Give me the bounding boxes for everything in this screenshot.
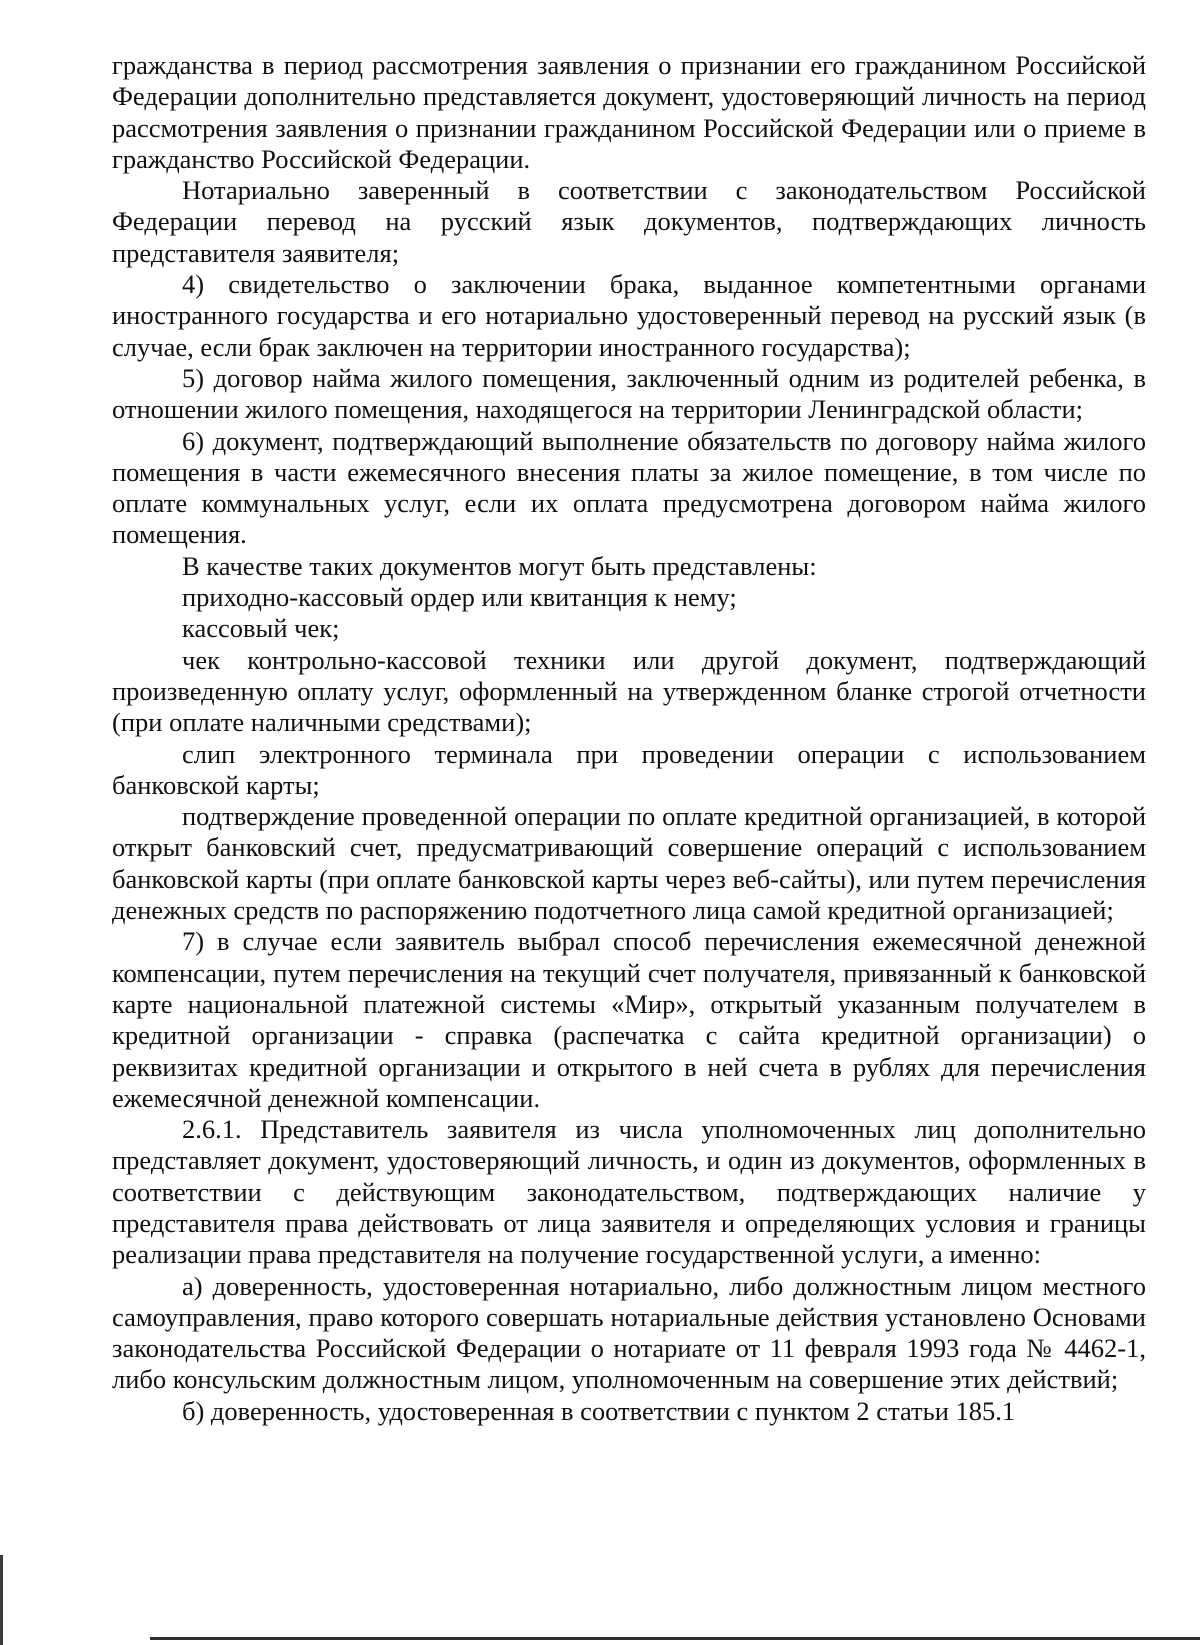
- paragraph-document-types-intro: В качестве таких документов могут быть представлены:: [182, 550, 817, 581]
- document-body: [112, 50, 1146, 1427]
- paragraph-citizenship-continuation: гражданства в период рассмотрения заявления о признании его гражданином Российской Федерации дополнительно представляется документ, удостоверяющий личность на период рассмотрения заявления о признании гражданином Российской Федерации или о приеме в гражданство Российской Федерации.: [112, 50, 1146, 174]
- paragraph-notarized-translation: Нотариально заверенный в соответствии с законодательством Российской Федерации перевод на русский язык документов, подтверждающих личность представителя заявителя;: [112, 175, 1146, 268]
- paragraph-item-b-power-of-attorney: б) доверенность, удостоверенная в соответствии с пунктом 2 статьи 185.1: [182, 1395, 1016, 1426]
- paragraph-cash-register-check: чек контрольно-кассовой техники или другой документ, подтверждающий произведенную оплату услуг, оформленный на утвержденном бланке строгой отчетности (при оплате наличными средствами);: [112, 644, 1146, 738]
- paragraph-item-a-power-of-attorney: а) доверенность, удостоверенная нотариально, либо должностным лицом местного самоуправления, право которого совершать нотариальные действия установлено Основами законодательства Российской Федерации о нотариате от 11 февраля 1993 года № 4462-1, либо консульским должностным лицом, уполномоченным на совершение этих действий;: [112, 1270, 1146, 1395]
- paragraph-cash-receipt-order: приходно-кассовый ордер или квитанция к нему;: [182, 582, 737, 613]
- paragraph-item-5-lease-agreement: 5) договор найма жилого помещения, заключенный одним из родителей ребенка, в отношении жилого помещения, находящегося на территории Ленинградской области;: [112, 362, 1146, 425]
- paragraph-cash-check: кассовый чек;: [182, 613, 340, 644]
- scan-bottom-edge: [150, 1637, 1200, 1640]
- paragraph-item-7-mir-card: 7) в случае если заявитель выбрал способ перечисления ежемесячной денежной компенсации, путем перечисления на текущий счет получателя, привязанный к банковской карте национальной платежной системы «Мир», открытый указанным получателем в кредитной организации - справка (распечатка с сайта кредитной организации) о реквизитах кредитной организации и открытого в ней счета в рублях для перечисления ежемесячной денежной компенсации.: [112, 926, 1146, 1113]
- paragraph-terminal-slip: слип электронного терминала при проведении операции с использованием банковской карты;: [112, 738, 1146, 800]
- paragraph-2-6-1-representative: 2.6.1. Представитель заявителя из числа уполномоченных лиц дополнительно представляет документ, удостоверяющий личность, и один из документов, оформленных в соответствии с действующим законодательством, подтверждающих наличие у представителя права действовать от лица заявителя и определяющих условия и границы реализации права представителя на получение государственной услуги, а именно:: [112, 1114, 1146, 1270]
- paragraph-bank-confirmation: подтверждение проведенной операции по оплате кредитной организацией, в которой открыт банковский счет, предусматривающий совершение операций с использованием банковской карты (при оплате банковской карты через веб-сайты), или путем перечисления денежных средств по распоряжению подотчетного лица самой кредитной организацией;: [112, 801, 1146, 926]
- paragraph-item-6-payment-proof: 6) документ, подтверждающий выполнение обязательств по договору найма жилого помещения в части ежемесячного внесения платы за жилое помещение, в том числе по оплате коммунальных услуг, если их оплата предусмотрена договором найма жилого помещения.: [112, 425, 1146, 550]
- paragraph-item-4-marriage-certificate: 4) свидетельство о заключении брака, выданное компетентными органами иностранного государства и его нотариально удостоверенный перевод на русский язык (в случае, если брак заключен на территории иностранного государства);: [112, 269, 1146, 362]
- scan-left-edge: [0, 1555, 3, 1645]
